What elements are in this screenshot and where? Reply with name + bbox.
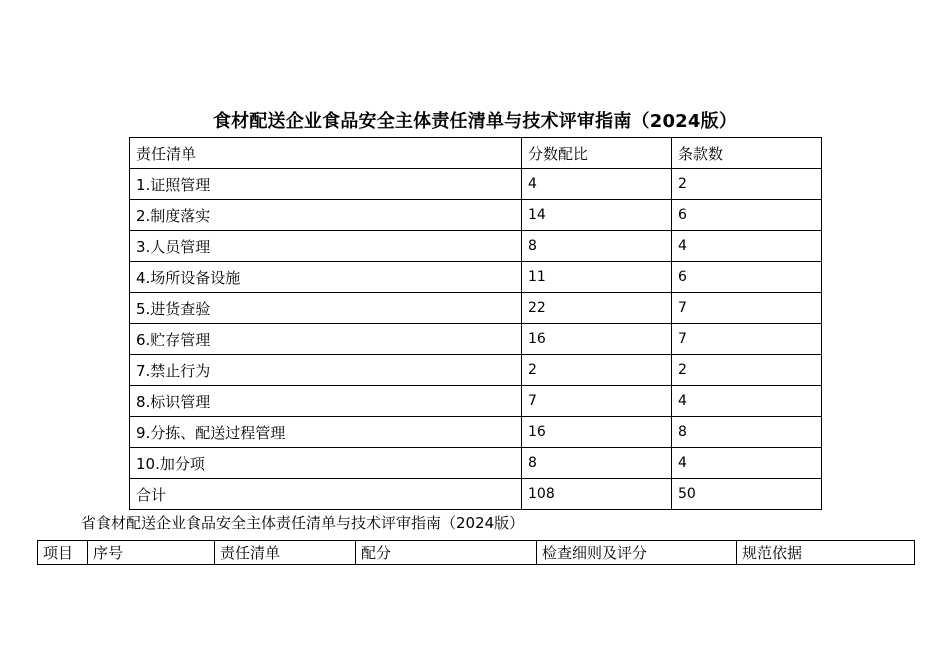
item-score: 8 xyxy=(522,448,672,479)
summary-table xyxy=(129,137,822,510)
total-row xyxy=(130,479,822,510)
table-row xyxy=(130,293,822,324)
item-clauses: 4 xyxy=(672,231,822,262)
item-clauses: 6 xyxy=(672,200,822,231)
item-clauses: 4 xyxy=(672,448,822,479)
item-name: 9.分拣、配送过程管理 xyxy=(130,417,522,448)
total-score: 108 xyxy=(522,479,672,510)
header-cell-score: 分数配比 xyxy=(522,138,672,169)
header-cell-basis: 规范依据 xyxy=(737,541,915,565)
header-cell-clauses: 条款数 xyxy=(672,138,822,169)
page-title: 食材配送企业食品安全主体责任清单与技术评审指南（2024版） xyxy=(212,111,738,132)
item-name: 10.加分项 xyxy=(130,448,522,479)
total-label: 合计 xyxy=(130,479,522,510)
item-name: 2.制度落实 xyxy=(130,200,522,231)
header-cell-responsibility: 责任清单 xyxy=(130,138,522,169)
item-score: 16 xyxy=(522,417,672,448)
table-row xyxy=(130,169,822,200)
item-name: 5.进货查验 xyxy=(130,293,522,324)
item-score: 14 xyxy=(522,200,672,231)
item-clauses: 4 xyxy=(672,386,822,417)
total-clauses: 50 xyxy=(672,479,822,510)
item-score: 2 xyxy=(522,355,672,386)
item-score: 7 xyxy=(522,386,672,417)
table-row xyxy=(130,417,822,448)
header-cell-project: 项目 xyxy=(38,541,88,565)
item-score: 16 xyxy=(522,324,672,355)
item-clauses: 6 xyxy=(672,262,822,293)
item-clauses: 7 xyxy=(672,293,822,324)
item-name: 7.禁止行为 xyxy=(130,355,522,386)
item-clauses: 2 xyxy=(672,169,822,200)
table-row xyxy=(130,324,822,355)
item-score: 11 xyxy=(522,262,672,293)
item-clauses: 8 xyxy=(672,417,822,448)
item-score: 22 xyxy=(522,293,672,324)
item-name: 6.贮存管理 xyxy=(130,324,522,355)
item-score: 4 xyxy=(522,169,672,200)
item-clauses: 7 xyxy=(672,324,822,355)
table-row xyxy=(130,386,822,417)
detail-table xyxy=(37,540,915,565)
item-name: 4.场所设备设施 xyxy=(130,262,522,293)
header-cell-score: 配分 xyxy=(356,541,537,565)
summary-header-row xyxy=(130,138,822,169)
section-caption: 省食材配送企业食品安全主体责任清单与技术评审指南（2024版） xyxy=(81,514,525,532)
item-score: 8 xyxy=(522,231,672,262)
item-name: 8.标识管理 xyxy=(130,386,522,417)
detail-header-row xyxy=(38,541,915,565)
table-row xyxy=(130,231,822,262)
table-row xyxy=(130,448,822,479)
header-cell-responsibility: 责任清单 xyxy=(215,541,356,565)
item-name: 1.证照管理 xyxy=(130,169,522,200)
table-row xyxy=(130,355,822,386)
table-row xyxy=(130,200,822,231)
header-cell-inspection-details: 检查细则及评分 xyxy=(537,541,737,565)
header-cell-number: 序号 xyxy=(88,541,215,565)
item-name: 3.人员管理 xyxy=(130,231,522,262)
item-clauses: 2 xyxy=(672,355,822,386)
table-row xyxy=(130,262,822,293)
